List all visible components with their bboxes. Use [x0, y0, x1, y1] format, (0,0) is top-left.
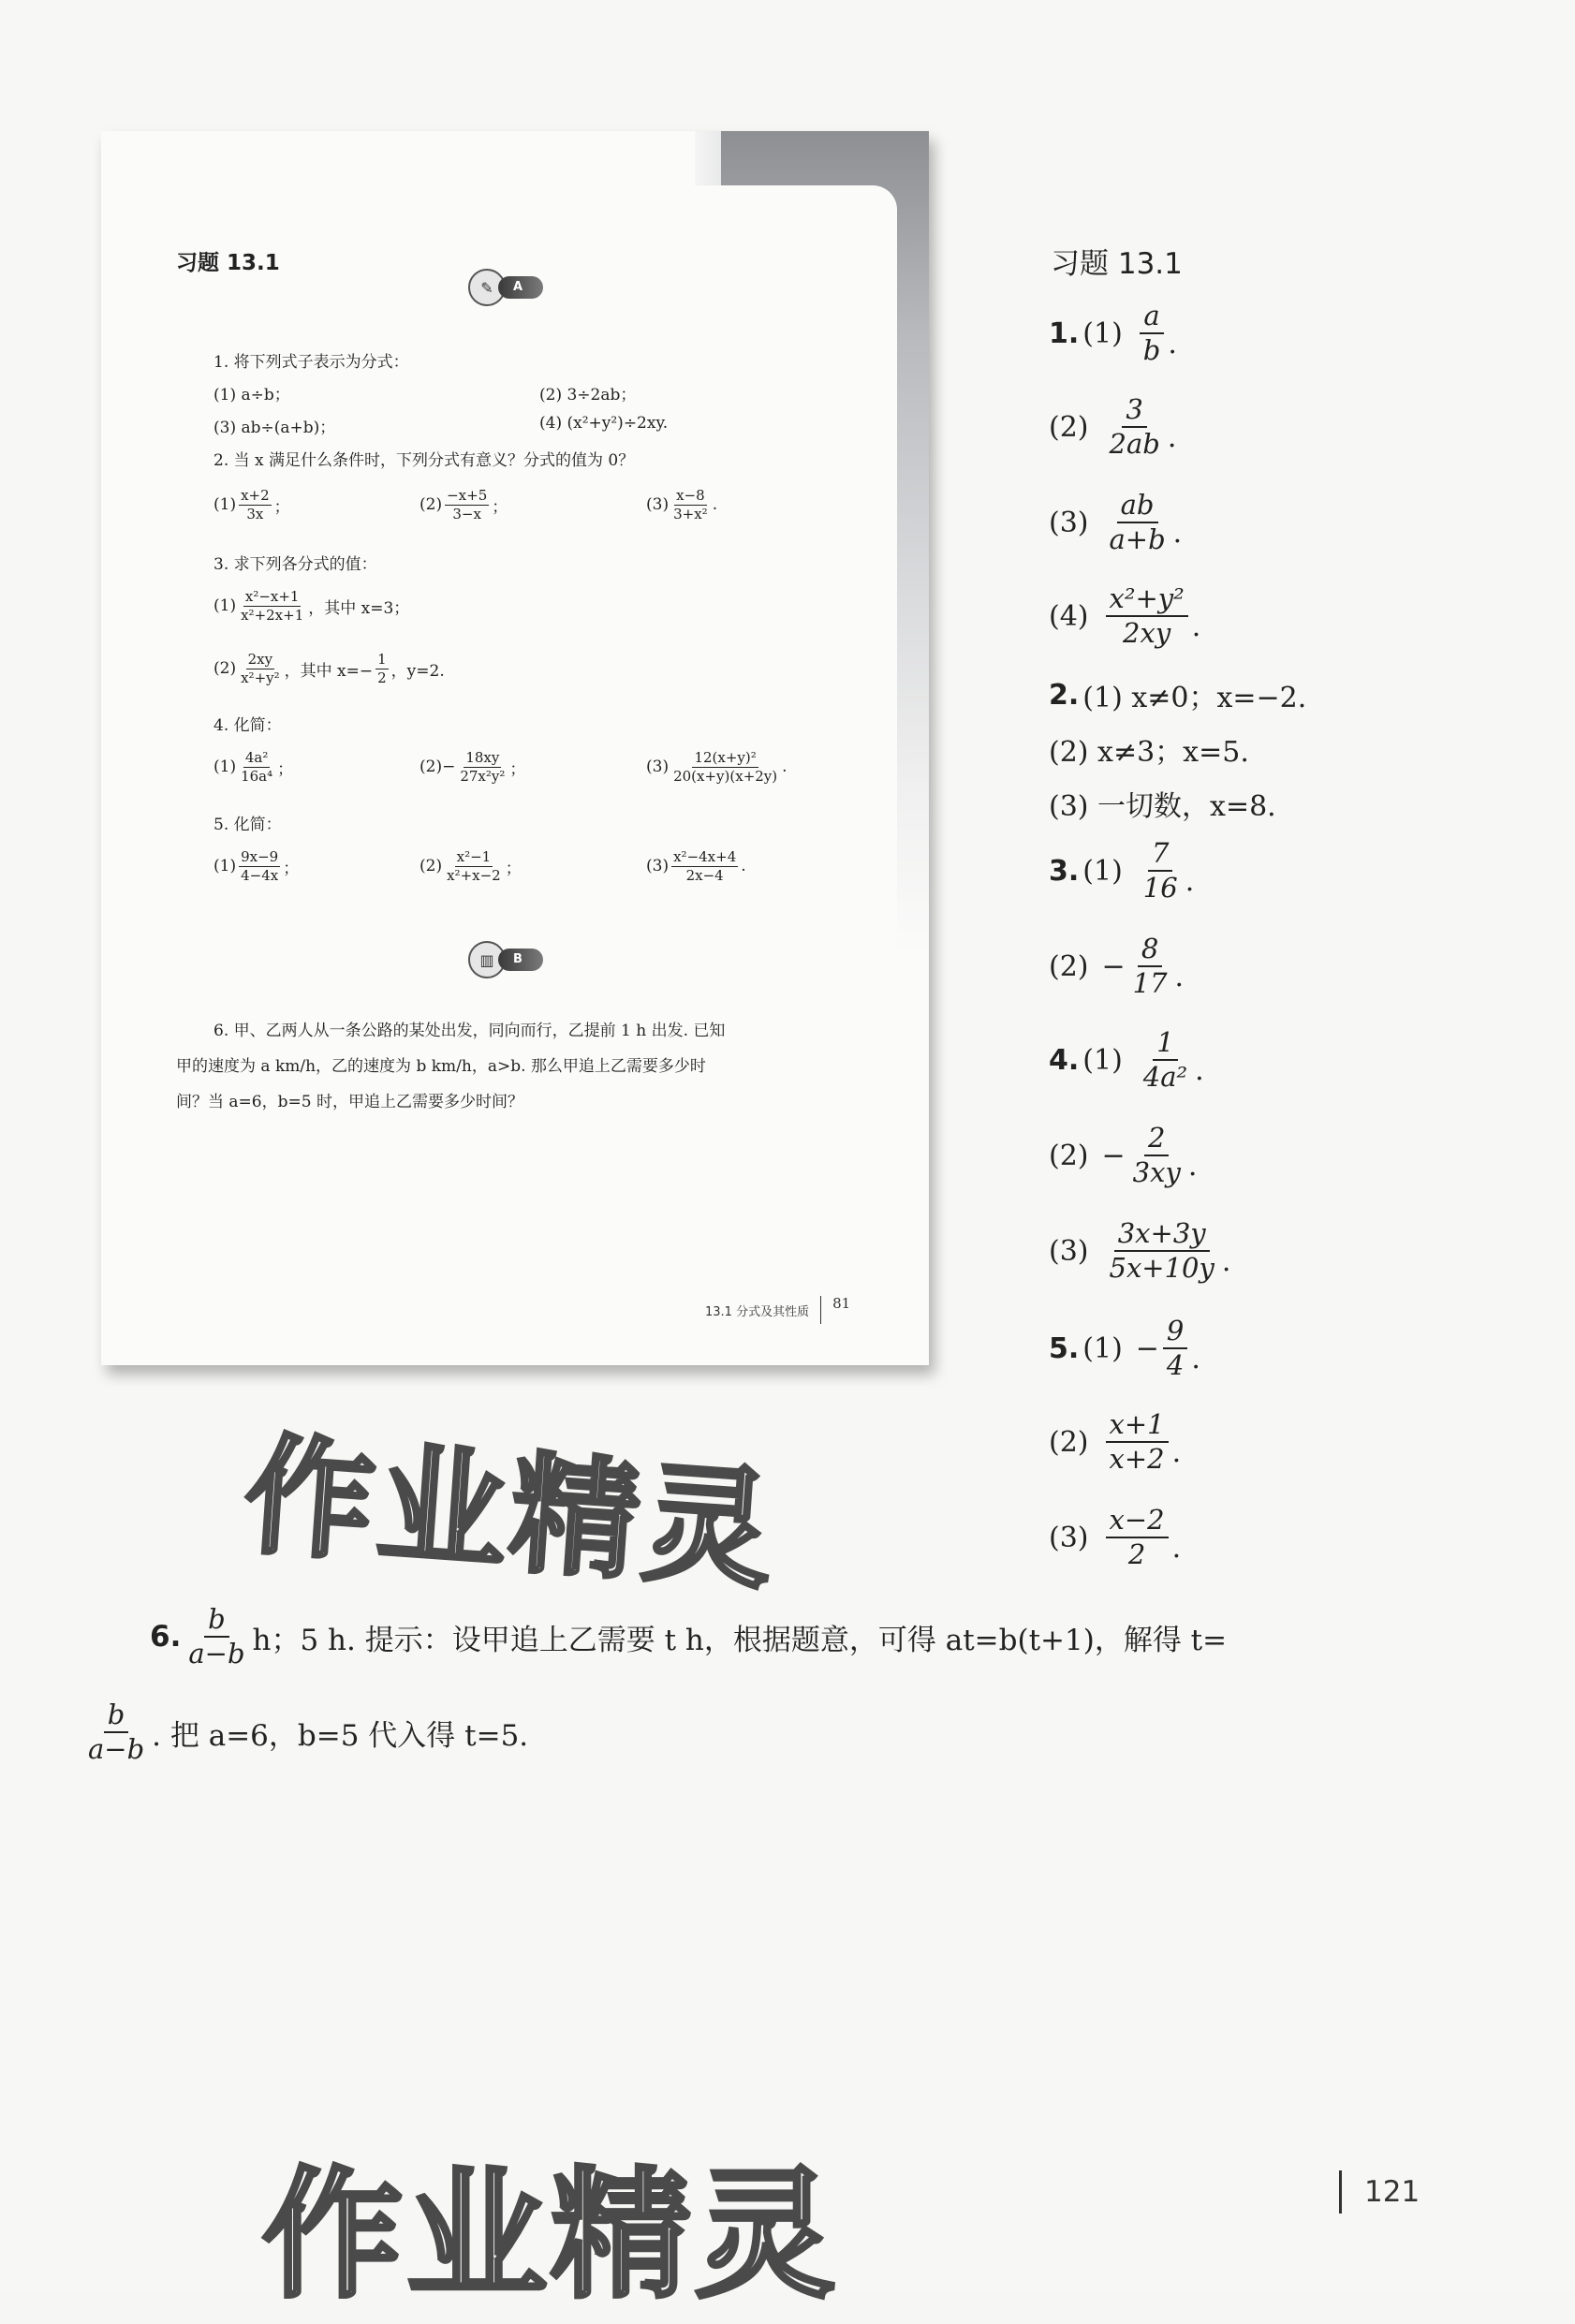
question-5-item: (2) x²−1 x²+x−2 ； — [420, 848, 522, 884]
question-1-item: (3) ab÷(a+b)； — [213, 419, 336, 437]
question-5-item: (1) 9x−9 4−4x ； — [213, 848, 300, 884]
answer-1-3: (3) ab a+b . — [1049, 489, 1183, 556]
answer-1-2: (2) 3 2ab . — [1049, 393, 1177, 461]
textbook-footer — [705, 1296, 850, 1324]
answer-5-1: 5. (1) − $\frac{9}{4}$ . — [1049, 1315, 1200, 1382]
watermark: 作业精灵 — [262, 2155, 840, 2317]
question-6-text: 6. 甲、乙两人从一条公路的某处出发，同向而行，乙提前 1 h 出发. 已知 — [213, 1022, 726, 1040]
answer-6-line-1: 6. b a−b h；5 h. 提示：设甲追上乙需要 t h，根据题意，可得 at=b(t+1)，解得 t= — [150, 1603, 1228, 1670]
question-3-item: (2) 2xy x²+y² ，其中 x=− $\frac{1}{2}$ ，y=2. — [213, 651, 445, 686]
answer-4-1: 4. (1) 1 4a² . — [1049, 1026, 1204, 1094]
question-5-item: (3) x²−4x+4 2x−4 . — [646, 848, 746, 884]
answer-1-1: 1. (1) a b . — [1049, 300, 1177, 367]
question-2-heading: 2. 当 x 满足什么条件时，下列分式有意义？分式的值为 0？ — [213, 451, 635, 470]
answer-2-2: (2) x≠3；x=5. — [1049, 736, 1249, 769]
question-1-heading: 1. 将下列式子表示为分式： — [213, 353, 409, 372]
answer-3-2: (2) − $\frac{8}{17}$ . — [1049, 933, 1185, 1000]
question-4-heading: 4. 化简： — [213, 716, 282, 735]
answer-1-4: (4) x²+y² 2xy . — [1049, 582, 1201, 650]
level-b-badge — [468, 944, 543, 976]
textbook-page-image — [101, 131, 929, 1365]
textbook-exercise-title: 习题 13.1 — [176, 251, 280, 275]
question-5-heading: 5. 化简： — [213, 816, 282, 834]
level-b-label: B — [498, 949, 543, 971]
watermark: 作业精灵 — [240, 1419, 782, 1608]
page-number-text: 121 — [1364, 2175, 1420, 2209]
question-6-text: 间？当 a=6，b=5 时，甲追上乙需要多少时间？ — [176, 1093, 523, 1111]
level-a-badge — [468, 272, 543, 303]
footer-divider — [820, 1296, 821, 1324]
section-label: 13.1 分式及其性质 — [705, 1304, 810, 1319]
book-icon: ▥ — [468, 941, 506, 978]
answer-4-2: (2) − $\frac{2}{3xy}$ . — [1049, 1122, 1198, 1189]
page-number — [1339, 2170, 1420, 2214]
question-4-item: (1) 4a² 16a⁴ ； — [213, 749, 294, 785]
answer-5-3: (3) x−2 2 . — [1049, 1504, 1182, 1571]
question-2-item: (2) −x+5 3−x ； — [420, 487, 508, 522]
textbook-page-number: 81 — [832, 1295, 851, 1312]
question-1-item: (2) 3÷2ab； — [539, 386, 637, 404]
answer-2-3: (3) 一切数，x=8. — [1049, 790, 1276, 823]
question-1-item: (4) (x²+y²)÷2xy. — [539, 414, 669, 433]
page-number-divider — [1339, 2170, 1342, 2214]
level-a-label: A — [498, 276, 543, 299]
question-6-text: 甲的速度为 a km/h，乙的速度为 b km/h，a>b. 那么甲追上乙需要多少时 — [176, 1057, 706, 1076]
question-3-item: (1) x²−x+1 x²+2x+1 ，其中 x=3； — [213, 588, 410, 624]
question-1-item: (1) a÷b； — [213, 386, 290, 404]
question-2-item: (3) x−8 3+x² . — [646, 487, 718, 522]
answer-2-1: 2. (1) x≠0；x=−2. — [1049, 678, 1307, 714]
pencil-icon: ✎ — [468, 269, 506, 306]
answer-5-2: (2) x+1 x+2 . — [1049, 1408, 1182, 1476]
answer-4-3: (3) 3x+3y 5x+10y . — [1049, 1217, 1231, 1285]
question-2-item: (1) x+2 3x ； — [213, 487, 290, 522]
answer-6-line-2: b a−b . 把 a=6，b=5 代入得 t=5. — [88, 1699, 529, 1766]
answer-3-1: 3. (1) 7 16 . — [1049, 837, 1195, 905]
question-4-item: (3) 12(x+y)² 20(x+y)(x+2y) . — [646, 749, 788, 785]
question-3-heading: 3. 求下列各分式的值： — [213, 555, 377, 574]
question-4-item: (2) − $\frac{18xy}{\text{27x²y²}}$ ； — [420, 749, 526, 785]
answer-section-title: 习题 13.1 — [1051, 247, 1183, 281]
